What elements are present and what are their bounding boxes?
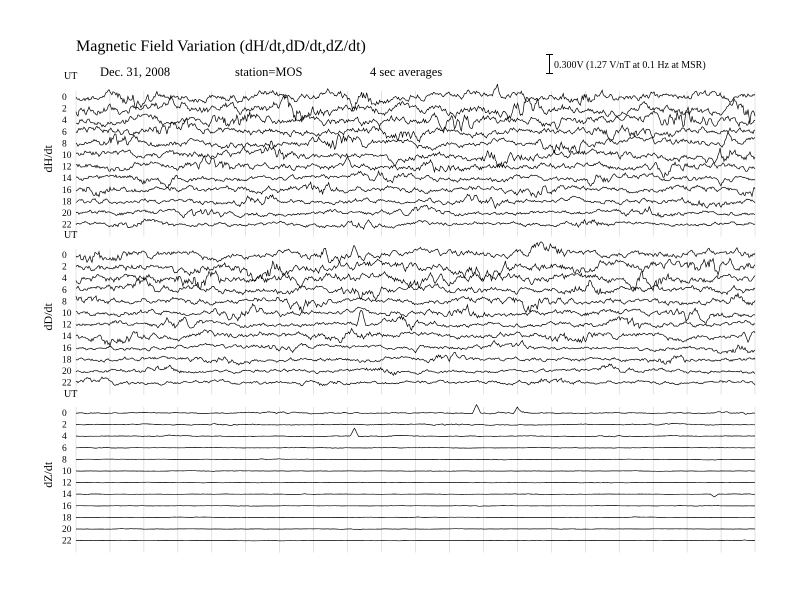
axis-label: dZ/dt bbox=[41, 461, 55, 488]
row-label: 12 bbox=[62, 162, 72, 173]
station-label: station=MOS bbox=[235, 65, 303, 79]
row-label: 6 bbox=[62, 443, 67, 454]
row-label: 6 bbox=[62, 127, 67, 138]
ut-header: UT bbox=[64, 230, 78, 241]
row-label: 4 bbox=[62, 274, 67, 285]
row-label: 12 bbox=[62, 320, 72, 331]
row-label: 0 bbox=[62, 251, 67, 261]
row-label: 2 bbox=[62, 262, 67, 273]
row-label: 14 bbox=[62, 332, 72, 343]
row-label: 2 bbox=[62, 420, 67, 431]
row-label: 12 bbox=[62, 478, 72, 489]
chart-title: Magnetic Field Variation (dH/dt,dD/dt,dZ/dt) bbox=[76, 38, 366, 55]
row-label: 8 bbox=[62, 297, 67, 308]
row-label: 4 bbox=[62, 432, 67, 443]
averaging-label: 4 sec averages bbox=[370, 65, 443, 79]
ut-header: UT bbox=[64, 389, 78, 400]
row-label: 16 bbox=[62, 343, 72, 354]
row-label: 22 bbox=[62, 220, 72, 231]
scale-bar-icon bbox=[549, 54, 550, 74]
row-label: 22 bbox=[62, 536, 72, 547]
axis-label: dD/dt bbox=[41, 303, 55, 331]
row-label: 2 bbox=[62, 104, 67, 115]
row-label: 0 bbox=[62, 93, 67, 103]
row-label: 10 bbox=[62, 467, 72, 477]
date-label: Dec. 31, 2008 bbox=[100, 65, 171, 79]
row-label: 6 bbox=[62, 285, 67, 296]
row-label: 20 bbox=[62, 209, 72, 219]
scale-label: 0.300V (1.27 V/nT at 0.1 Hz at MSR) bbox=[554, 60, 706, 71]
row-label: 16 bbox=[62, 185, 72, 196]
row-label: 14 bbox=[62, 174, 72, 185]
row-label: 22 bbox=[62, 378, 72, 389]
row-label: 10 bbox=[62, 151, 72, 161]
row-label: 14 bbox=[62, 490, 72, 501]
row-label: 10 bbox=[62, 309, 72, 319]
ut-header: UT bbox=[64, 71, 78, 82]
row-label: 20 bbox=[62, 367, 72, 377]
row-label: 18 bbox=[62, 197, 72, 208]
axis-label: dH/dt bbox=[41, 145, 55, 173]
row-label: 16 bbox=[62, 501, 72, 512]
row-label: 8 bbox=[62, 455, 67, 466]
row-label: 0 bbox=[62, 409, 67, 419]
row-label: 18 bbox=[62, 513, 72, 524]
row-label: 4 bbox=[62, 116, 67, 127]
row-label: 18 bbox=[62, 355, 72, 366]
row-label: 8 bbox=[62, 139, 67, 150]
row-label: 20 bbox=[62, 525, 72, 535]
